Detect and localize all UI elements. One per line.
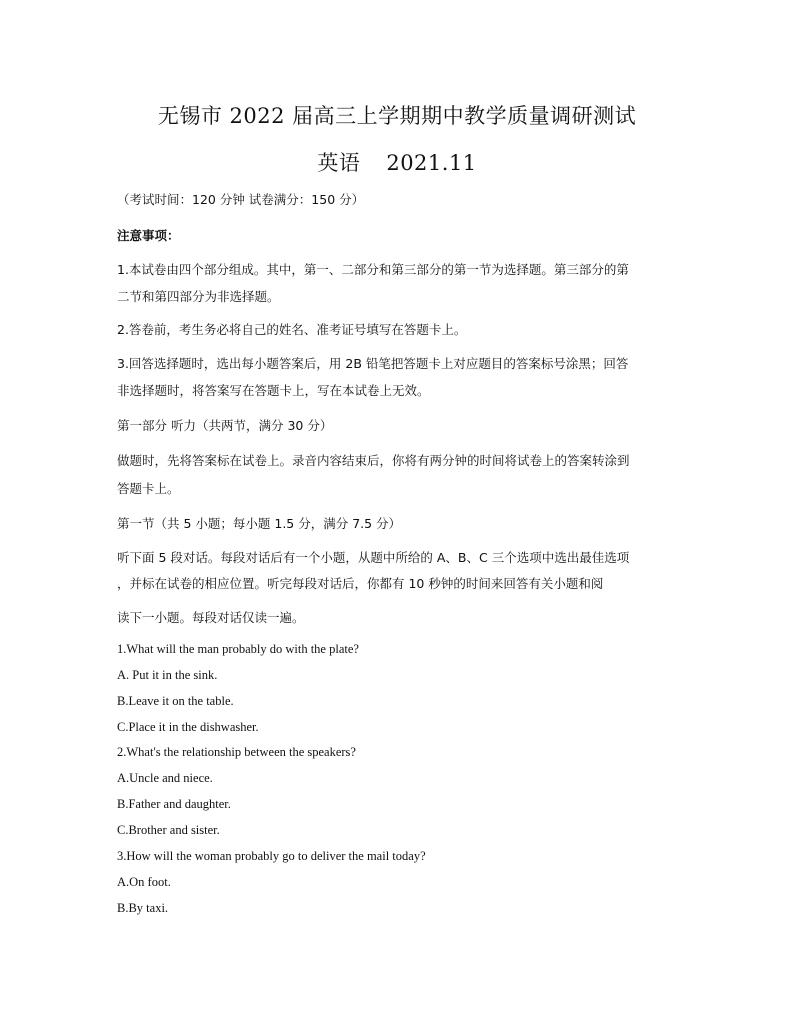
question-1-option-a: A. Put it in the sink. <box>117 668 218 682</box>
question-1-option-c: C.Place it in the dishwasher. <box>117 720 259 734</box>
exam-info: （考试时间：120 分钟 试卷满分：150 分） <box>117 192 365 207</box>
notes-heading: 注意事项： <box>117 228 180 243</box>
question-3-stem: 3.How will the woman probably go to deliver the mail today? <box>117 849 426 863</box>
exam-title: 无锡市 2022 届高三上学期期中教学质量调研测试 <box>157 104 637 128</box>
note-item-3-line-1: 3.回答选择题时，选出每小题答案后，用 2B 铅笔把答题卡上对应题目的答案标号涂黑；回答 <box>117 356 629 371</box>
question-1-stem: 1.What will the man probably do with the plate? <box>117 642 359 656</box>
section1-heading: 第一节（共 5 小题；每小题 1.5 分，满分 7.5 分） <box>117 516 402 531</box>
part1-instructions-line-2: 答题卡上。 <box>117 481 180 496</box>
subject-date-row <box>0 147 794 177</box>
exam-date: 2021.11 <box>386 151 477 175</box>
note-item-1-line-1: 1.本试卷由四个部分组成。其中，第一、二部分和第三部分的第一节为选择题。第三部分的第 <box>117 262 629 277</box>
question-2-option-b: B.Father and daughter. <box>117 797 231 811</box>
section1-instructions-line-2: ，并标在试卷的相应位置。听完每段对话后，你都有 10 秒钟的时间来回答有关小题和阅 <box>117 576 604 591</box>
question-2-option-c: C.Brother and sister. <box>117 823 220 837</box>
question-3-option-a: A.On foot. <box>117 875 171 889</box>
question-3-option-b: B.By taxi. <box>117 901 169 915</box>
question-2-stem: 2.What's the relationship between the speakers? <box>117 745 356 759</box>
note-item-2: 2.答卷前，考生务必将自己的姓名、准考证号填写在答题卡上。 <box>117 322 467 337</box>
subject-label: 英语 <box>317 151 361 175</box>
note-item-1-line-2: 二节和第四部分为非选择题。 <box>117 289 280 304</box>
part1-instructions-line-1: 做题时，先将答案标在试卷上。录音内容结束后，你将有两分钟的时间将试卷上的答案转涂到 <box>117 453 630 468</box>
section1-instructions-line-3: 读下一小题。每段对话仅读一遍。 <box>117 610 305 625</box>
question-2-option-a: A.Uncle and niece. <box>117 771 213 785</box>
question-1-option-b: B.Leave it on the table. <box>117 694 234 708</box>
section1-instructions-line-1: 听下面 5 段对话。每段对话后有一个小题，从题中所给的 A、B、C 三个选项中选出最佳选项 <box>117 550 630 565</box>
part1-heading: 第一部分 听力（共两节，满分 30 分） <box>117 418 333 433</box>
note-item-3-line-2: 非选择题时，将答案写在答题卡上，写在本试卷上无效。 <box>117 383 430 398</box>
